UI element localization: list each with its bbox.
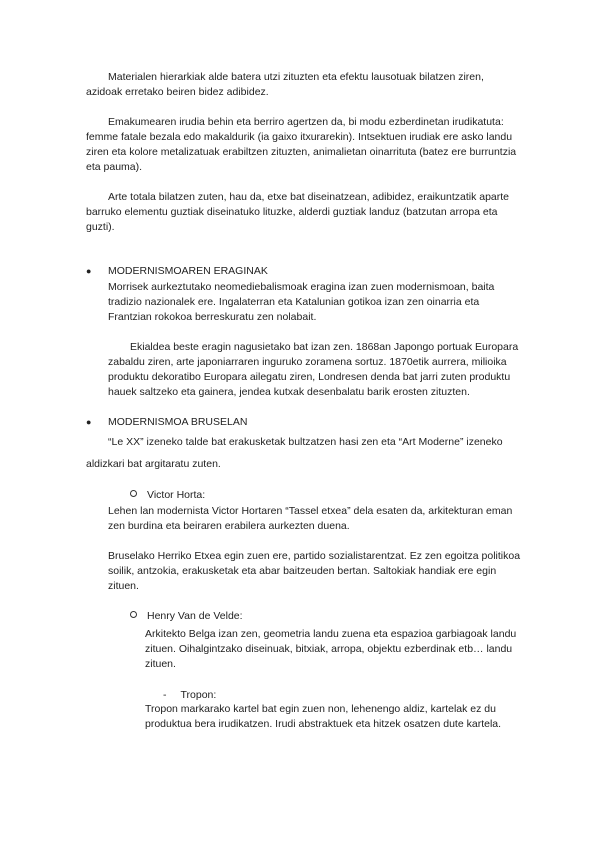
section-influences-heading bbox=[86, 264, 522, 279]
paragraph-velde: Arkitekto Belga izan zen, geometria landu zuena eta espazioa garbiagoak landu zituen. Oihalgintzako diseinuak, bitxiak, arropa, objektu ezberdinak etb… landu zituen. bbox=[145, 628, 517, 670]
paragraph-woman-image: Emakumearen irudia behin eta berriro agertzen da, bi modu ezberdinetan irudikatuta: femme fatale bezala edo makaldurik (ia gaixo itxurarekin). Intsektuen irudiak ere asko landu ziren eta kolore metalizatuak erabiltzen zituzten, animalietan oinarrituta (batez ere burruntzia eta pauma). bbox=[86, 116, 517, 173]
circle-bullet-icon bbox=[130, 611, 137, 618]
subsection-velde-title bbox=[130, 609, 243, 624]
subsection-horta-title bbox=[130, 488, 205, 503]
paragraph-horta-townhall: Bruselako Herriko Etxea egin zuen ere, partido sozialistarentzat. Ez zen egoitza politikoa soilik, antzokia, erakusketak eta abar baitzeuden bertan. Saltokiak handiak ere egin zituen. bbox=[108, 550, 521, 592]
subsection-title: Victor Horta: bbox=[147, 489, 206, 501]
subsection-title: Henry Van de Velde: bbox=[147, 610, 243, 622]
subsection-tropon-title bbox=[163, 688, 216, 703]
section-heading: MODERNISMOA BRUSELAN bbox=[108, 416, 248, 428]
paragraph-materials: Materialen hierarkiak alde batera utzi zituzten eta efektu lausotuak bilatzen ziren, azidoak erretako beiren bidez adibidez. bbox=[86, 71, 484, 98]
paragraph-tropon: Tropon markarako kartel bat egin zuen non, lehenengo aldiz, kartelak ez du produktua bera irudikatzen. Irudi abstraktuek eta hitzek osatzen dute kartela. bbox=[145, 703, 502, 730]
circle-bullet-icon bbox=[130, 490, 137, 497]
bullet-icon: ● bbox=[86, 266, 92, 276]
paragraph-total-art: Arte totala bilatzen zuten, hau da, etxe bat diseinatzean, adibidez, eraikuntzatik aparte barruko elementu guztiak diseinatuko lituzke, alderdi guztiak landuz (batzutan arropa eta guzti). bbox=[86, 191, 510, 233]
paragraph-morris: Morrisek aurkeztutako neomediebalismoak eragina izan zuen modernismoan, baita tradizio nazionalek ere. Ingalaterran eta Katalunian gotikoa izan zen oinarria eta Frantzian rokokoa berreskuratu zen nolabait. bbox=[108, 281, 495, 323]
paragraph-east: Ekialdea beste eragin nagusietako bat izan zen. 1868an Japongo portuak Europara zabaldu ziren, arte japoniarraren inguruko zoramena sortuz. 1870etik aurrera, milioika produktu dekoratibo Europara ailegatu ziren, Londresen denda bat jarri zuten produktu hauek saltzeko eta gainera, jendea kutxak desenbalatu barik erosten zituzten. bbox=[108, 341, 519, 398]
section-heading: MODERNISMOAREN ERAGINAK bbox=[108, 265, 268, 277]
section-brussels-heading bbox=[86, 415, 522, 430]
subsection-title: Tropon: bbox=[180, 689, 217, 701]
paragraph-horta-tassel: Lehen lan modernista Victor Hortaren “Tassel etxea” dela esaten da, arkitekturan eman zen burdina eta beiraren erabilera aurkezten duena. bbox=[108, 505, 513, 532]
paragraph-le-xx: “Le XX” izeneko talde bat erakusketak bultzatzen hasi zen eta “Art Moderne” izeneko aldizkari bat argitaratu zuten. bbox=[86, 436, 503, 470]
dash-bullet-icon: - bbox=[163, 689, 167, 701]
bullet-icon: ● bbox=[86, 417, 92, 427]
